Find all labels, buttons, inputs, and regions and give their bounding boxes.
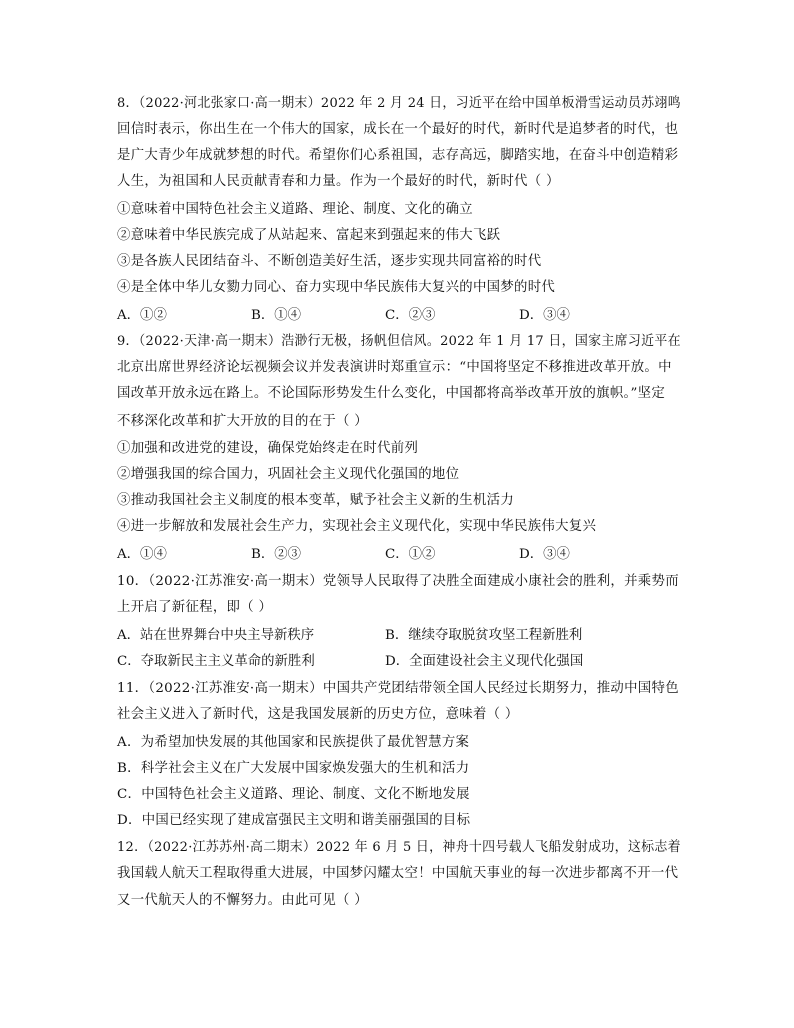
- question-10-option-d[interactable]: D．全面建设社会主义现代化强国: [385, 654, 584, 669]
- question-11-option-b[interactable]: B．科学社会主义在广大发展中国家焕发强大的生机和活力: [117, 761, 470, 776]
- question-11-stem-line-2: 社会主义进入了新时代，这是我国发展新的历史方位，意味着（ ）: [117, 707, 519, 722]
- question-9-option-d[interactable]: D．③④: [519, 547, 570, 562]
- question-8-option-b[interactable]: B．①④: [251, 308, 302, 323]
- question-12-stem-line-2: 我国载人航天工程取得重大进展，中国梦闪耀太空！中国航天事业的每一次进步都离不开一代: [117, 866, 679, 881]
- question-8-option-c[interactable]: C．②③: [385, 308, 436, 323]
- question-9-option-b[interactable]: B．②③: [251, 547, 302, 562]
- question-10-option-c[interactable]: C．夺取新民主主义革命的新胜利: [117, 654, 315, 669]
- question-9-stem-line-3: 国改革开放永远在路上。不论国际形势发生什么变化，中国都将高举改革开放的旗帜。”坚定: [117, 386, 666, 401]
- question-11-option-d[interactable]: D．中国已经实现了建成富强民主文明和谐美丽强国的目标: [117, 813, 471, 828]
- question-8-stem-line-2: 回信时表示，你出生在一个伟大的国家，成长在一个最好的时代，新时代是追梦者的时代，也: [117, 122, 679, 137]
- question-9-item-2: ②增强我国的综合国力，巩固社会主义现代化强国的地位: [117, 467, 460, 482]
- question-9-item-3: ③推动我国社会主义制度的根本变革，赋予社会主义新的生机活力: [117, 493, 515, 508]
- question-12-stem-line-3: 又一代航天人的不懈努力。由此可见（ ）: [117, 893, 368, 908]
- question-10-stem-line-2: 上开启了新征程，即（ ）: [117, 600, 273, 615]
- question-10-stem-line-1: 10．（2022·江苏淮安·高一期末）党领导人民取得了决胜全面建成小康社会的胜利，并乘势而: [117, 574, 679, 589]
- question-8-stem-line-3: 是广大青少年成就梦想的时代。希望你们心系祖国，志存高远，脚踏实地，在奋斗中创造精彩: [117, 148, 679, 163]
- question-8-item-2: ②意味着中华民族完成了从站起来、富起来到强起来的伟大飞跃: [117, 228, 501, 243]
- question-8-stem-line-4: 人生，为祖国和人民贡献青春和力量。作为一个最好的时代，新时代（ ）: [117, 174, 560, 189]
- question-11-option-a[interactable]: A．为希望加快发展的其他国家和民族提供了最优智慧方案: [117, 735, 470, 750]
- question-9-item-1: ①加强和改进党的建设，确保党始终走在时代前列: [117, 441, 419, 456]
- question-9-stem-line-1: 9．（2022·天津·高一期末）浩渺行无极，扬帆但信风。2022 年 1 月 17 日，国家主席习近平在: [117, 334, 681, 349]
- question-11-option-c[interactable]: C．中国特色社会主义道路、理论、制度、文化不断地发展: [117, 787, 470, 802]
- question-8-stem-line-1: 8．（2022·河北张家口·高一期末）2022 年 2 月 24 日，习近平在给中国单板滑雪运动员苏翊鸣: [117, 96, 681, 111]
- question-8-option-d[interactable]: D．③④: [519, 308, 570, 323]
- question-9-stem-line-2: 北京出席世界经济论坛视频会议并发表演讲时郑重宣示：“中国将坚定不移推进改革开放。中: [117, 360, 672, 375]
- question-8-item-4: ④是全体中华儿女勠力同心、奋力实现中华民族伟大复兴的中国梦的时代: [117, 280, 556, 295]
- question-10-option-a[interactable]: A．站在世界舞台中央主导新秩序: [117, 628, 315, 643]
- question-12-stem-line-1: 12．（2022·江苏苏州·高二期末）2022 年 6 月 5 日，神舟十四号载人飞船发射成功，这标志着: [117, 840, 681, 855]
- question-9-item-4: ④进一步解放和发展社会生产力，实现社会主义现代化，实现中华民族伟大复兴: [117, 519, 597, 534]
- question-8-item-1: ①意味着中国特色社会主义道路、理论、制度、文化的确立: [117, 202, 473, 217]
- question-11-stem-line-1: 11．（2022·江苏淮安·高一期末）中国共产党团结带领全国人民经过长期努力，推动中国特色: [117, 681, 679, 696]
- question-10-option-b[interactable]: B．继续夺取脱贫攻坚工程新胜利: [385, 628, 583, 643]
- question-9-option-c[interactable]: C．①②: [385, 547, 436, 562]
- question-8-option-a[interactable]: A．①②: [117, 308, 167, 323]
- question-9-option-a[interactable]: A．①④: [117, 547, 167, 562]
- question-8-item-3: ③是各族人民团结奋斗、不断创造美好生活，逐步实现共同富裕的时代: [117, 254, 542, 269]
- question-9-stem-line-4: 不移深化改革和扩大开放的目的在于（ ）: [117, 414, 368, 429]
